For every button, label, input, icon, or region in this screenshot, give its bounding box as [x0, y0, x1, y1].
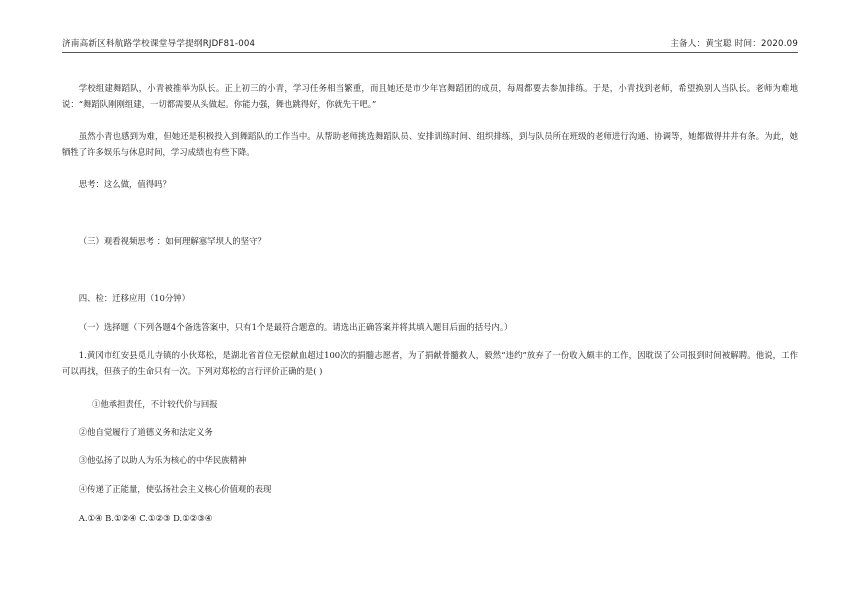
- paragraph-1: 学校组建舞蹈队，小青被推举为队长。正上初三的小青，学习任务相当繁重，而且她还是市少年宫舞蹈团的成员，每周都要去参加排练。于是，小青找到老师，希望换别人当队长。老师为难地说：“舞蹈队刚刚组建，一切都需要从头做起。你能力强，舞也跳得好，你就先干吧。”: [62, 83, 798, 109]
- header-title: 济南高新区科航路学校课堂导学提纲RJDF81-004: [62, 39, 256, 49]
- header-divider: [62, 52, 798, 53]
- multiple-choice-instructions: （一）选择题（下列各题4个备选答案中，只有1个是最符合题意的。请选出正确答案并将其填入题目后面的括号内。）: [78, 322, 513, 332]
- answer-choices: A.①④ B.①②④ C.①②③ D.①②③④: [78, 513, 213, 523]
- option-2: ②他自觉履行了道德义务和法定义务: [78, 427, 213, 437]
- question-1: 1.黄冈市红安县觅儿寺镇的小伙郑松，是湖北省首位无偿献血超过100次的捐髓志愿者，为了捐献骨髓救人，毅然“违约”放弃了一份收入颇丰的工作，因耽误了公司报到时间被解聘。他说，工作可以再找，但孩子的生命只有一次。下列对郑松的言行评价正确的是( ): [62, 350, 798, 376]
- think-question: 思考：这么做，值得吗？: [78, 179, 171, 189]
- header-author-date: 主备人：黄宝聪 时间：2020.09: [670, 39, 798, 49]
- option-1: ①他承担责任，不计较代价与回报: [92, 399, 218, 409]
- option-4: ④传递了正能量，使弘扬社会主义核心价值观的表现: [78, 484, 272, 494]
- paragraph-2: 虽然小青也感到为难，但她还是积极投入到舞蹈队的工作当中。从帮助老师挑选舞蹈队员、安排训练时间、组织排练，到与队员所在班级的老师进行沟通、协调等，她都做得井井有条。为此，她牺牲了许多娱乐与休息时间，学习成绩也有些下降。: [62, 131, 798, 157]
- section-4-heading: 四、检：迁移应用（10分钟）: [78, 293, 190, 303]
- page-header: [62, 36, 798, 50]
- option-3: ③他弘扬了以助人为乐为核心的中华民族精神: [78, 455, 247, 465]
- video-question: （三）观看视频思考 ：如何理解塞罕坝人的坚守？: [78, 236, 266, 246]
